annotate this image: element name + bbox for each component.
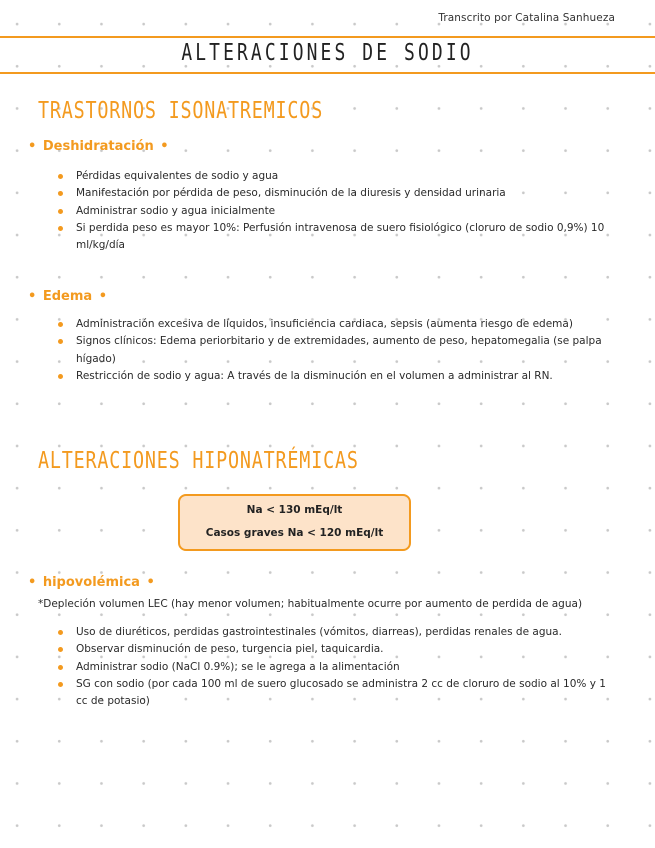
document-title: ALTERACIONES DE SODIO xyxy=(181,40,474,66)
hipovolemica-list xyxy=(58,624,618,710)
list-item: Uso de diuréticos, perdidas gastrointestinales (vómitos, diarreas), perdidas renales de agua. xyxy=(58,624,618,641)
section-title-hiponatremicas: ALTERACIONES HIPONATRÉMICAS xyxy=(38,448,359,474)
list-item: Si perdida peso es mayor 10%: Perfusión intravenosa de suero fisiológico (cloruro de sodio 0,9%) 10 ml/kg/día xyxy=(58,220,618,255)
subheading-label: Deshidratación xyxy=(42,139,154,154)
bullet-dot-icon: • xyxy=(28,575,37,590)
list-item: Signos clínicos: Edema periorbitario y de extremidades, aumento de peso, hepatomegalia (se palpa hígado) xyxy=(58,333,618,368)
bullet-dot-icon: • xyxy=(98,289,108,304)
list-item: Manifestación por pérdida de peso, disminución de la diuresis y densidad urinaria xyxy=(58,185,618,202)
callout-line-2: Casos graves Na < 120 mEq/lt xyxy=(205,527,384,539)
edema-list xyxy=(58,316,618,385)
hipovolemica-note: *Depleción volumen LEC (hay menor volumen; habitualmente ocurre por aumento de perdida de agua) xyxy=(38,598,583,610)
title-rule-bottom xyxy=(0,72,655,74)
subheading-label: hipovolémica xyxy=(42,575,140,590)
list-item: Administrar sodio (NaCl 0.9%); se le agrega a la alimentación xyxy=(58,659,618,676)
bullet-dot-icon: • xyxy=(28,139,37,154)
list-item: Administración excesiva de líquidos, insuficiencia cardiaca, sepsis (aumenta riesgo de edema) xyxy=(58,316,618,333)
list-item: Administrar sodio y agua inicialmente xyxy=(58,203,618,220)
subheading-deshidratacion xyxy=(26,139,171,154)
bullet-dot-icon: • xyxy=(160,139,169,154)
list-item: SG con sodio (por cada 100 ml de suero glucosado se administra 2 cc de cloruro de sodio al 10% y 1 cc de potasio) xyxy=(58,676,618,711)
transcription-credit: Transcrito por Catalina Sanhueza xyxy=(438,12,615,24)
subheading-hipovolemica xyxy=(26,575,157,590)
list-item: Observar disminución de peso, turgencia piel, taquicardia. xyxy=(58,641,618,658)
bullet-dot-icon: • xyxy=(146,575,155,590)
list-item: Pérdidas equivalentes de sodio y agua xyxy=(58,168,618,185)
deshidratacion-list xyxy=(58,168,618,254)
subheading-label: Edema xyxy=(42,289,93,304)
section-title-isonatremicos: TRASTORNOS ISONATREMICOS xyxy=(38,98,324,124)
list-item: Restricción de sodio y agua: A través de la disminución en el volumen a administrar al RN. xyxy=(58,368,618,385)
sodium-threshold-callout xyxy=(178,494,411,551)
subheading-edema xyxy=(26,289,109,304)
bullet-dot-icon: • xyxy=(28,289,37,304)
title-rule-top xyxy=(0,36,655,38)
callout-line-1: Na < 130 mEq/lt xyxy=(246,504,343,516)
